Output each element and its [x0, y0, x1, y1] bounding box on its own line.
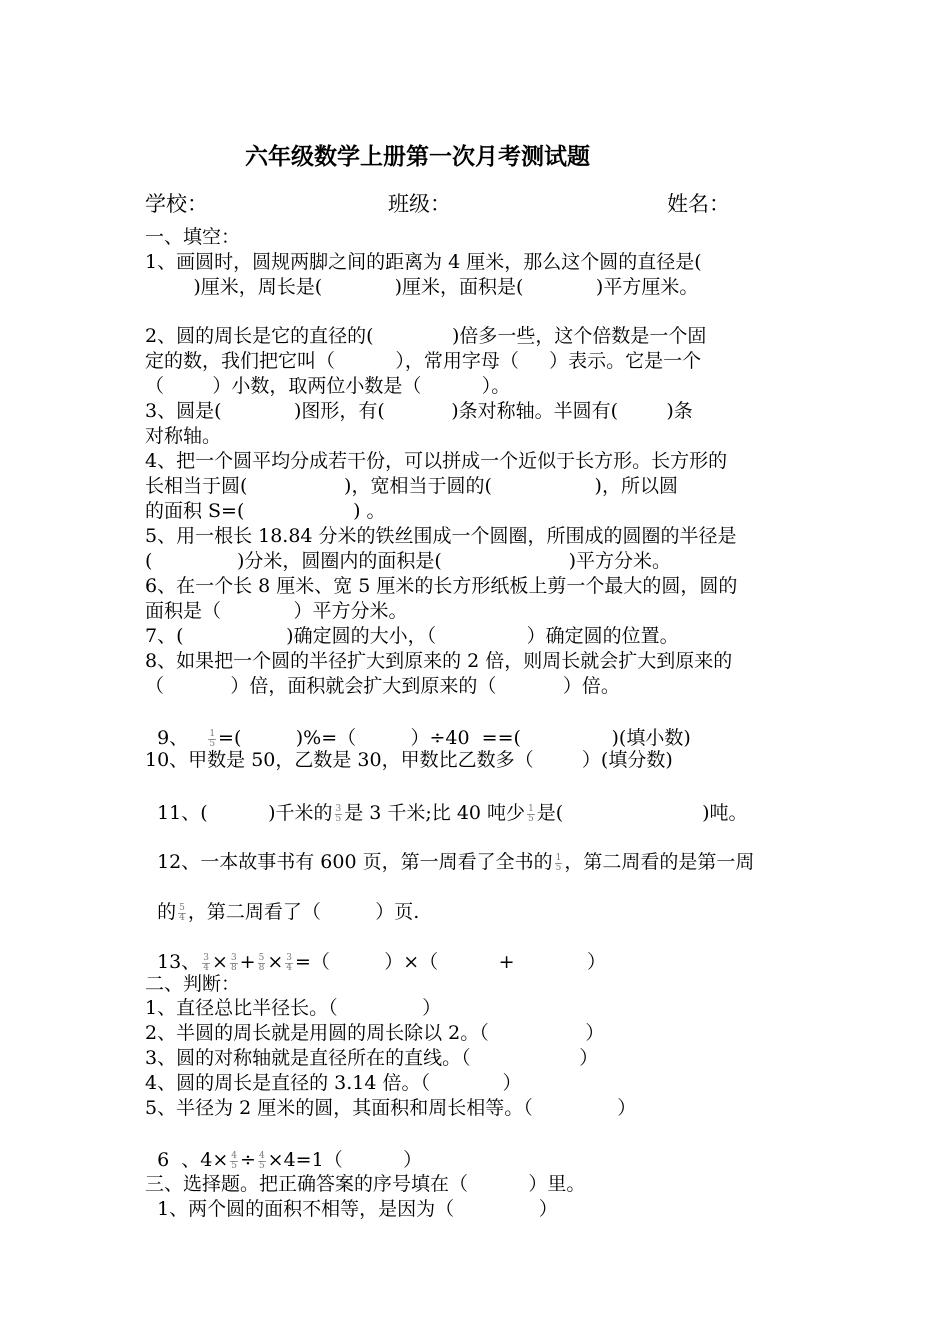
- question-11: 11、( )千米的 $\frac{3}{5}$ 是 3 千米;比 40 吨少 $\frac{1}{5}$ 是( )吨。: [157, 802, 748, 824]
- question-13: 13、 $\frac{3}{4}$ × $\frac{3}{8}$ + $\frac{5}{8}$ × $\frac{3}{4}$ =（ ）×（ + ）: [157, 951, 606, 973]
- fraction: $\frac{1}{5}$: [555, 852, 562, 873]
- fraction: $\frac{5}{4}$: [179, 902, 185, 923]
- question-12: 12、一本故事书有 600 页，第一周看了全书的 $\frac{1}{5}$ ，第二周看的是第一周: [157, 851, 755, 873]
- question-3: 3、圆是( )图形，有( )条对称轴。半圆有( )条: [145, 400, 693, 422]
- question-1-cont: )厘米，周长是( )厘米，面积是( )平方厘米。: [145, 276, 699, 298]
- question-12-cont: 的 $\frac{5}{4}$ ，第二周看了（ ）页.: [157, 901, 420, 923]
- question-1: 1、画圆时，圆规两脚之间的距离为 4 厘米，那么这个圆的直径是(: [145, 251, 702, 273]
- judge-1: 1、直径总比半径长。（ ）: [145, 997, 442, 1019]
- question-7: 7、( )确定圆的大小，（ ）确定圆的位置。: [145, 625, 679, 647]
- question-10: 10、甲数是 50，乙数是 30，甲数比乙数多（ ）(填分数): [145, 749, 673, 771]
- question-5: 5、用一根长 18.84 分米的铁丝围成一个圆圈，所围成的圆圈的半径是: [145, 525, 737, 547]
- section-heading: 二、判断：: [145, 973, 241, 995]
- question-8: 8、如果把一个圆的半径扩大到原来的 2 倍，则周长就会扩大到原来的: [145, 650, 733, 672]
- fraction: $\frac{4}{5}$: [258, 1150, 265, 1171]
- fraction: $\frac{5}{8}$: [258, 952, 265, 973]
- judge-4: 4、圆的周长是直径的 3.14 倍。（ ）: [145, 1072, 522, 1094]
- fraction: $\frac{1}{5}$: [528, 803, 534, 824]
- section-heading: 一、填空：: [145, 226, 241, 248]
- question-5-cont: ( )分米，圆圈内的面积是( )平方分米。: [145, 550, 672, 572]
- fraction: $\frac{1}{5}$: [209, 728, 216, 749]
- school-label: 学校：: [145, 192, 208, 216]
- question-4: 4、把一个圆平均分成若干份，可以拼成一个近似于长方形。长方形的: [145, 450, 728, 472]
- judge-3: 3、圆的对称轴就是直径所在的直线。（ ）: [145, 1047, 599, 1069]
- name-label: 姓名：: [667, 192, 730, 216]
- judge-6: 6 、4× $\frac{4}{5}$ ÷ $\frac{4}{5}$ ×4=1（ ）: [157, 1149, 423, 1171]
- fraction: $\frac{3}{4}$: [286, 952, 292, 973]
- fraction: $\frac{3}{5}$: [335, 803, 342, 824]
- class-label: 班级：: [388, 192, 451, 216]
- question-2-cont: （ ）小数，取两位小数是（ ）。: [145, 375, 511, 397]
- question-6-cont: 面积是（ ）平方分米。: [145, 600, 408, 622]
- question-6: 6、在一个长 8 厘米、宽 5 厘米的长方形纸板上剪一个最大的圆，圆的: [145, 575, 738, 597]
- question-2-cont: 定的数，我们把它叫（ ），常用字母（ ）表示。它是一个: [145, 350, 702, 372]
- question-3-cont: 对称轴。: [145, 425, 222, 447]
- fraction: $\frac{3}{4}$: [203, 952, 210, 973]
- question-8-cont: （ ）倍，面积就会扩大到原来的（ ）倍。: [145, 675, 620, 697]
- fraction: $\frac{4}{5}$: [231, 1150, 238, 1171]
- page-title: 六年级数学上册第一次月考测试题: [245, 144, 590, 170]
- question-4-cont: 长相当于圆( )，宽相当于圆的( )，所以圆: [145, 475, 678, 497]
- section-heading: 三、选择题。把正确答案的序号填在（ ）里。: [145, 1173, 586, 1195]
- judge-2: 2、半圆的周长就是用圆的周长除以 2。（ ）: [145, 1022, 605, 1044]
- question-2: 2、圆的周长是它的直径的( )倍多一些，这个倍数是一个固: [145, 325, 707, 347]
- question-9: 9、 $\frac{1}{5}$ =( )%=（ ）÷40 ==( )(填小数): [157, 727, 691, 749]
- choice-1: 1、两个圆的面积不相等，是因为（ ）: [145, 1198, 558, 1220]
- judge-5: 5、半径为 2 厘米的圆，其面积和周长相等。（ ）: [145, 1097, 637, 1119]
- question-4-cont: 的面积 S=( ) 。: [145, 500, 386, 522]
- fraction: $\frac{3}{8}$: [230, 952, 237, 973]
